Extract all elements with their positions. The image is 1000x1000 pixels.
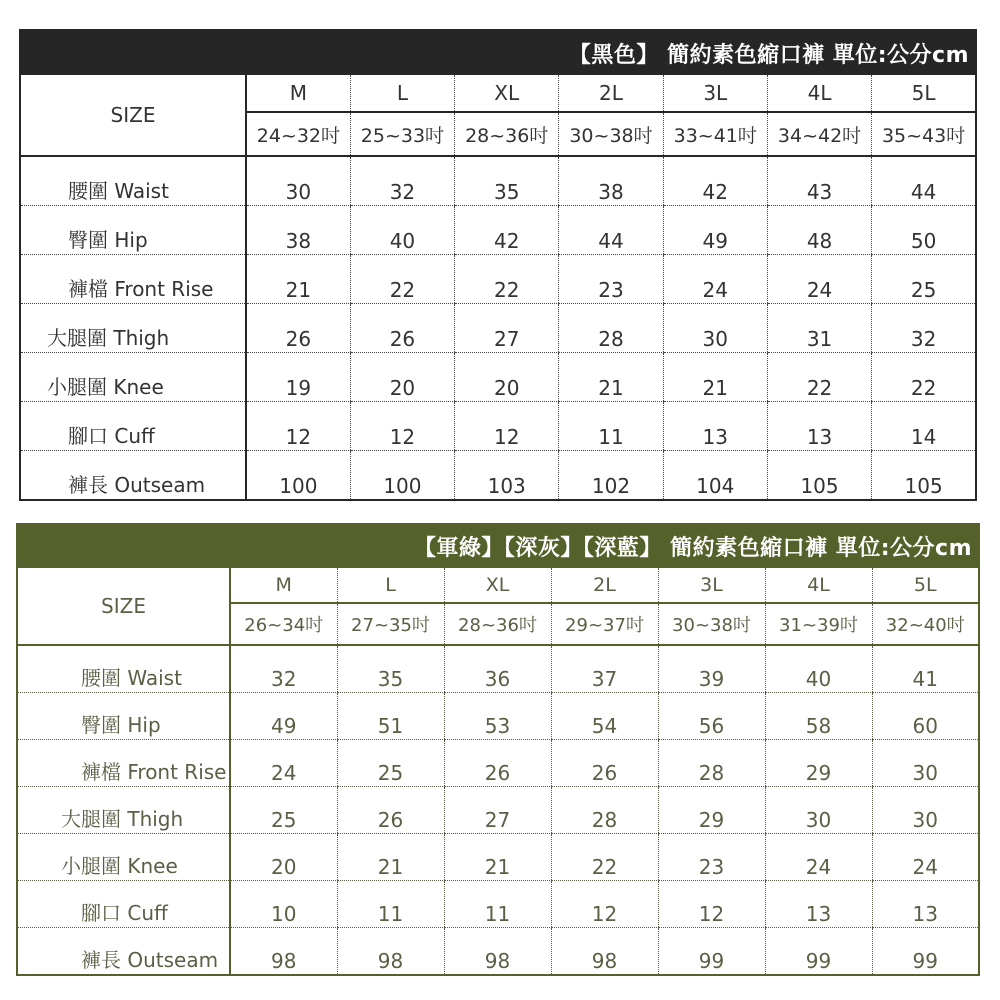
- measurement-value: 26: [551, 740, 658, 787]
- waist-inch-range: 31~39吋: [765, 603, 872, 645]
- measurement-rows: [17, 645, 979, 975]
- measurement-value: 14: [872, 402, 976, 451]
- measurement-value: 26: [350, 304, 454, 353]
- measurement-value: 30: [246, 156, 350, 206]
- size-col-header: M: [230, 568, 337, 603]
- measurement-value: 12: [246, 402, 350, 451]
- measurement-value: 13: [765, 881, 872, 928]
- measurement-value: 98: [551, 928, 658, 976]
- measurement-value: 24: [872, 834, 979, 881]
- measurement-value: 53: [444, 693, 551, 740]
- measurement-label: 褲檔 Front Rise: [20, 255, 246, 304]
- measurement-value: 44: [872, 156, 976, 206]
- measurement-value: 12: [350, 402, 454, 451]
- measurement-value: 30: [872, 740, 979, 787]
- table-title: 【軍綠】【深灰】【深藍】 簡約素色縮口褲 單位:公分cm: [17, 524, 979, 568]
- measurement-label: 腳口 Cuff: [17, 881, 230, 928]
- measurement-value: 29: [765, 740, 872, 787]
- measurement-value: 38: [559, 156, 663, 206]
- measurement-value: 60: [872, 693, 979, 740]
- measurement-value: 26: [337, 787, 444, 834]
- measurement-value: 49: [663, 206, 767, 255]
- measurement-value: 22: [350, 255, 454, 304]
- measurement-value: 30: [765, 787, 872, 834]
- measurement-label: 大腿圍 Thigh: [20, 304, 246, 353]
- measurement-label: 褲長 Outseam: [20, 451, 246, 501]
- measurement-value: 54: [551, 693, 658, 740]
- table-title-bar: [17, 524, 979, 568]
- measurement-value: 19: [246, 353, 350, 402]
- measurement-value: 56: [658, 693, 765, 740]
- measurement-value: 11: [559, 402, 663, 451]
- size-chart-black: [19, 29, 977, 501]
- measurement-value: 12: [455, 402, 559, 451]
- waist-inch-range: 24~32吋: [246, 112, 350, 156]
- measurement-label: 褲檔 Front Rise: [17, 740, 230, 787]
- measurement-label: 小腿圍 Knee: [20, 353, 246, 402]
- measurement-value: 23: [559, 255, 663, 304]
- table-row: [20, 156, 976, 206]
- measurement-value: 102: [559, 451, 663, 501]
- table-row: [17, 645, 979, 693]
- measurement-label: 腰圍 Waist: [20, 156, 246, 206]
- waist-inch-range: 32~40吋: [872, 603, 979, 645]
- table-title: 【黑色】 簡約素色縮口褲 單位:公分cm: [20, 30, 976, 75]
- measurement-value: 98: [337, 928, 444, 976]
- measurement-value: 20: [350, 353, 454, 402]
- measurement-value: 105: [872, 451, 976, 501]
- measurement-label: 褲長 Outseam: [17, 928, 230, 976]
- measurement-value: 24: [663, 255, 767, 304]
- size-col-header: 3L: [658, 568, 765, 603]
- waist-inch-range: 33~41吋: [663, 112, 767, 156]
- size-col-header: 4L: [767, 75, 871, 112]
- table-row: [20, 402, 976, 451]
- measurement-value: 35: [455, 156, 559, 206]
- measurement-value: 10: [230, 881, 337, 928]
- measurement-label: 臀圍 Hip: [17, 693, 230, 740]
- measurement-value: 11: [337, 881, 444, 928]
- size-header: SIZE: [17, 568, 230, 645]
- measurement-value: 28: [658, 740, 765, 787]
- measurement-value: 58: [765, 693, 872, 740]
- table-row: [17, 834, 979, 881]
- size-name-row: [20, 75, 976, 112]
- measurement-value: 30: [663, 304, 767, 353]
- waist-inch-range: 28~36吋: [455, 112, 559, 156]
- measurement-value: 39: [658, 645, 765, 693]
- size-col-header: 5L: [872, 568, 979, 603]
- measurement-value: 20: [230, 834, 337, 881]
- measurement-value: 38: [246, 206, 350, 255]
- measurement-value: 28: [551, 787, 658, 834]
- measurement-value: 41: [872, 645, 979, 693]
- size-col-header: L: [350, 75, 454, 112]
- waist-inch-range: 26~34吋: [230, 603, 337, 645]
- measurement-value: 21: [559, 353, 663, 402]
- waist-inch-range: 34~42吋: [767, 112, 871, 156]
- measurement-value: 43: [767, 156, 871, 206]
- measurement-value: 21: [444, 834, 551, 881]
- measurement-value: 22: [767, 353, 871, 402]
- measurement-value: 104: [663, 451, 767, 501]
- size-col-header: L: [337, 568, 444, 603]
- table-row: [20, 206, 976, 255]
- measurement-value: 23: [658, 834, 765, 881]
- measurement-value: 26: [246, 304, 350, 353]
- measurement-value: 25: [872, 255, 976, 304]
- measurement-value: 32: [230, 645, 337, 693]
- measurement-label: 腳口 Cuff: [20, 402, 246, 451]
- measurement-value: 36: [444, 645, 551, 693]
- measurement-value: 25: [337, 740, 444, 787]
- waist-inch-range: 28~36吋: [444, 603, 551, 645]
- measurement-value: 44: [559, 206, 663, 255]
- size-col-header: M: [246, 75, 350, 112]
- measurement-value: 13: [663, 402, 767, 451]
- size-col-header: XL: [444, 568, 551, 603]
- size-col-header: 2L: [559, 75, 663, 112]
- measurement-value: 99: [658, 928, 765, 976]
- measurement-value: 48: [767, 206, 871, 255]
- measurement-value: 21: [663, 353, 767, 402]
- measurement-rows: [20, 156, 976, 500]
- measurement-value: 22: [455, 255, 559, 304]
- measurement-value: 50: [872, 206, 976, 255]
- size-col-header: 2L: [551, 568, 658, 603]
- measurement-value: 28: [559, 304, 663, 353]
- table-row: [17, 693, 979, 740]
- measurement-value: 29: [658, 787, 765, 834]
- measurement-value: 12: [658, 881, 765, 928]
- measurement-value: 35: [337, 645, 444, 693]
- size-col-header: XL: [455, 75, 559, 112]
- measurement-value: 21: [337, 834, 444, 881]
- table-row: [17, 881, 979, 928]
- measurement-value: 27: [444, 787, 551, 834]
- measurement-value: 24: [230, 740, 337, 787]
- measurement-value: 98: [444, 928, 551, 976]
- measurement-value: 42: [455, 206, 559, 255]
- measurement-value: 51: [337, 693, 444, 740]
- measurement-label: 臀圍 Hip: [20, 206, 246, 255]
- size-header: SIZE: [20, 75, 246, 156]
- waist-inch-range: 30~38吋: [658, 603, 765, 645]
- waist-inch-range: 30~38吋: [559, 112, 663, 156]
- measurement-value: 22: [872, 353, 976, 402]
- table-row: [20, 353, 976, 402]
- waist-inch-range: 25~33吋: [350, 112, 454, 156]
- waist-inch-range: 35~43吋: [872, 112, 976, 156]
- measurement-label: 腰圍 Waist: [17, 645, 230, 693]
- measurement-value: 100: [279, 474, 318, 498]
- measurement-value: 99: [872, 928, 979, 976]
- table-row: [20, 255, 976, 304]
- measurement-value: 42: [663, 156, 767, 206]
- measurement-value: 22: [551, 834, 658, 881]
- size-chart-green-grey-navy: [16, 523, 980, 976]
- measurement-value: 105: [767, 451, 871, 501]
- table-row: [17, 787, 979, 834]
- measurement-value: 12: [551, 881, 658, 928]
- measurement-value: 40: [350, 206, 454, 255]
- measurement-value: 32: [872, 304, 976, 353]
- measurement-label: 大腿圍 Thigh: [17, 787, 230, 834]
- measurement-value: 20: [455, 353, 559, 402]
- size-col-header: 4L: [765, 568, 872, 603]
- measurement-value: 13: [767, 402, 871, 451]
- measurement-value: 99: [765, 928, 872, 976]
- measurement-value: 25: [230, 787, 337, 834]
- measurement-value: 26: [444, 740, 551, 787]
- measurement-label: 小腿圍 Knee: [17, 834, 230, 881]
- measurement-value: 11: [444, 881, 551, 928]
- size-name-row: [17, 568, 979, 603]
- table-row: [17, 740, 979, 787]
- table-row: [20, 451, 976, 501]
- waist-inch-range: 29~37吋: [551, 603, 658, 645]
- measurement-value: 24: [765, 834, 872, 881]
- measurement-value: 40: [765, 645, 872, 693]
- measurement-value: 24: [767, 255, 871, 304]
- table-title-bar: [20, 30, 976, 75]
- measurement-value: 37: [551, 645, 658, 693]
- measurement-value: 49: [230, 693, 337, 740]
- measurement-value: 27: [455, 304, 559, 353]
- table-row: [17, 928, 979, 976]
- measurement-value: 30: [872, 787, 979, 834]
- table-row: [20, 304, 976, 353]
- size-col-header: 3L: [663, 75, 767, 112]
- measurement-value: 31: [767, 304, 871, 353]
- measurement-value: 100: [350, 451, 454, 501]
- measurement-value: 13: [872, 881, 979, 928]
- measurement-value: 103: [455, 451, 559, 501]
- size-col-header: 5L: [872, 75, 976, 112]
- measurement-value: 32: [350, 156, 454, 206]
- waist-inch-range: 27~35吋: [337, 603, 444, 645]
- measurement-value: 21: [246, 255, 350, 304]
- measurement-value: 98: [271, 949, 297, 973]
